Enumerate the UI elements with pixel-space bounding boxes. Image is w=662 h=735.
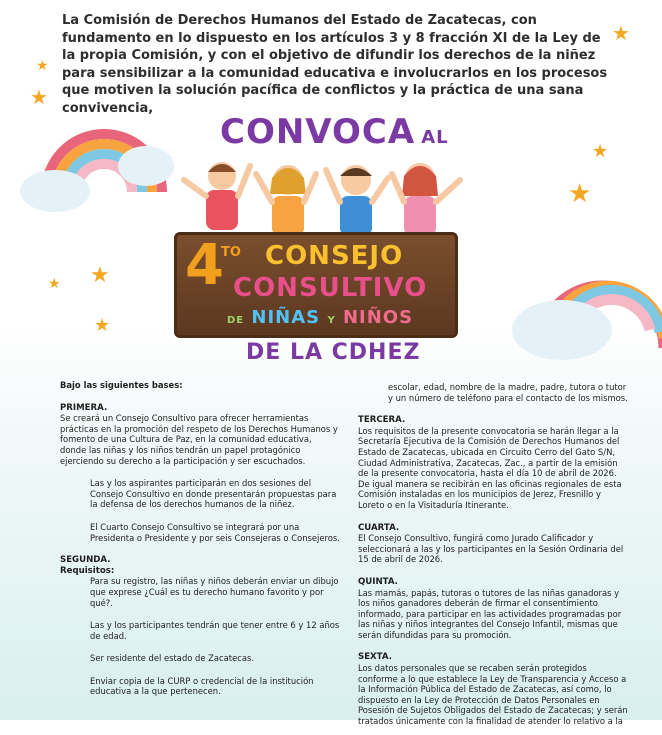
sign-line-consejo: CONSEJO xyxy=(265,241,404,271)
intro-paragraph: La Comisión de Derechos Humanos del Estado de Zacatecas, con fundamento en lo dispuesto en los artículos 3 y 8 fracción XI de la Ley de la propia Comisión, y con el objetivo de difundir los derechos de la niñez para sensibilizar a la comunidad educativa e involucrarlos en los procesos que motiven la solución pacífica de conflictos y la práctica de una sana convivencia, xyxy=(62,13,608,116)
section-title-cuarta: CUARTA. xyxy=(358,522,400,533)
star-icon: ★ xyxy=(90,262,110,287)
section-title-sexta: SEXTA. xyxy=(358,652,392,663)
quinta-paragraph-1: Las mamás, papás, tutoras o tutores de las niñas ganadoras y los niños ganadores deberán de firmar el consentimiento informado, para participar en las actividades programadas por las niñas y niños integrantes del Consejo Infantil, mismas que serán difundidas para su promoción. xyxy=(358,587,622,640)
section-title-quinta: QUINTA. xyxy=(358,576,398,587)
requisito-3: Ser residente del estado de Zacatecas. xyxy=(90,653,254,664)
convoca-word: CONVOCA xyxy=(220,112,416,152)
primera-paragraph-3: El Cuarto Consejo Consultivo se integrará por una Presidenta o Presidente y por seis Consejeras o Consejeros. xyxy=(90,521,340,543)
sign-number: 4 xyxy=(185,233,224,298)
primera-paragraph-1: Se creará un Consejo Consultivo para ofrecer herramientas prácticas en la promoción del respeto de los Derechos Humanos y fomento de una Cultura de Paz, en la comunidad educativa, donde las niñas y los niños tendrán un papel protagónico ejerciendo su derecho a la participación y ser escuchados. xyxy=(60,413,338,466)
requisito-1: Para su registro, las niñas y niños deberán enviar un dibujo que exprese ¿Cuál es tu derecho humano favorito y por qué?. xyxy=(90,576,339,608)
sign-line-consultivo: CONSULTIVO xyxy=(233,273,428,303)
section-title-tercera: TERCERA. xyxy=(358,415,406,426)
star-icon: ★ xyxy=(30,87,48,109)
convoca-heading xyxy=(220,112,449,152)
al-word: AL xyxy=(421,127,449,148)
subheading: DE LA CDHEZ xyxy=(246,340,421,365)
cuarta-paragraph-1: El Consejo Consultivo, fungirá como Jurado Calificador y seleccionará a las y los participantes en la Sesión Ordinaria del 15 de abril de 2026. xyxy=(358,533,624,565)
tercera-paragraph-1: Los requisitos de la presente convocatoria se harán llegar a la Secretaría Ejecutiva de la Comisión de Derechos Humanos del Estado de Zacatecas, ubicada en Circuito Cerro del Gato S/N, Ciudad Administrativa, Zacatecas, Zac., a partir de la emisión de la presente convocatoria, hasta el día 10 de abril de 2026. xyxy=(358,425,620,479)
title-sign xyxy=(174,232,458,338)
left-column xyxy=(60,380,340,705)
bases-lead: Bajo las siguientes bases: xyxy=(60,380,183,390)
sign-y: Y xyxy=(327,315,336,326)
requisito-2: Las y los participantes tendrán que tener entre 6 y 12 años de edad. xyxy=(90,620,340,641)
primera-paragraph-2: Las y los aspirantes participarán en dos sesiones del Consejo Consultivo en donde presentarán propuestas para la defensa de los derechos humanos de la niñez. xyxy=(90,478,337,510)
section-title-primera: PRIMERA. xyxy=(60,402,108,413)
sign-de: DE xyxy=(227,315,245,326)
right-column xyxy=(358,382,628,735)
requisitos-subtitle: Requisitos: xyxy=(60,565,115,576)
cloud-icon xyxy=(512,300,612,360)
star-icon: ★ xyxy=(612,23,630,45)
star-icon: ★ xyxy=(36,57,49,73)
star-icon: ★ xyxy=(592,141,609,161)
star-icon: ★ xyxy=(48,275,61,291)
section-title-segunda: SEGUNDA. xyxy=(60,555,111,566)
tercera-paragraph-2: De igual manera se recibirán en las oficinas regionales de esta Comisión instaladas en los municipios de Jerez, Fresnillo y Loreto o en la Visitaduría Itinerante. xyxy=(358,478,622,510)
sign-line-ninas-ninos xyxy=(227,307,413,328)
continuation-text: escolar, edad, nombre de la madre, padre, tutora o tutor y un número de teléfono para el contacto de los mismos. xyxy=(388,382,628,403)
children-illustration xyxy=(170,150,470,240)
cloud-icon xyxy=(20,170,90,212)
star-icon: ★ xyxy=(94,315,111,335)
sexta-paragraph-1: Los datos personales que se recaben serán protegidos conforme a lo que establece la Ley de Transparencia y Acceso a la Información Pública del Estado de Zacatecas, así como, lo dispuesto en la Ley de Protección de Datos Personales en Posesión de Sujetos Obligados del Estado de Zacatecas; y serán tratados únicamente con la finalidad de atender lo relativo a la xyxy=(358,663,628,727)
sign-ordinal: TO xyxy=(221,245,241,260)
sign-ninas: NIÑAS xyxy=(251,307,321,328)
requisito-4: Enviar copia de la CURP o credencial de la institución educativa a la que pertenecen. xyxy=(90,675,314,697)
star-icon: ★ xyxy=(568,178,592,208)
sign-ninos: NIÑOS xyxy=(342,307,414,328)
cloud-icon xyxy=(118,146,174,186)
